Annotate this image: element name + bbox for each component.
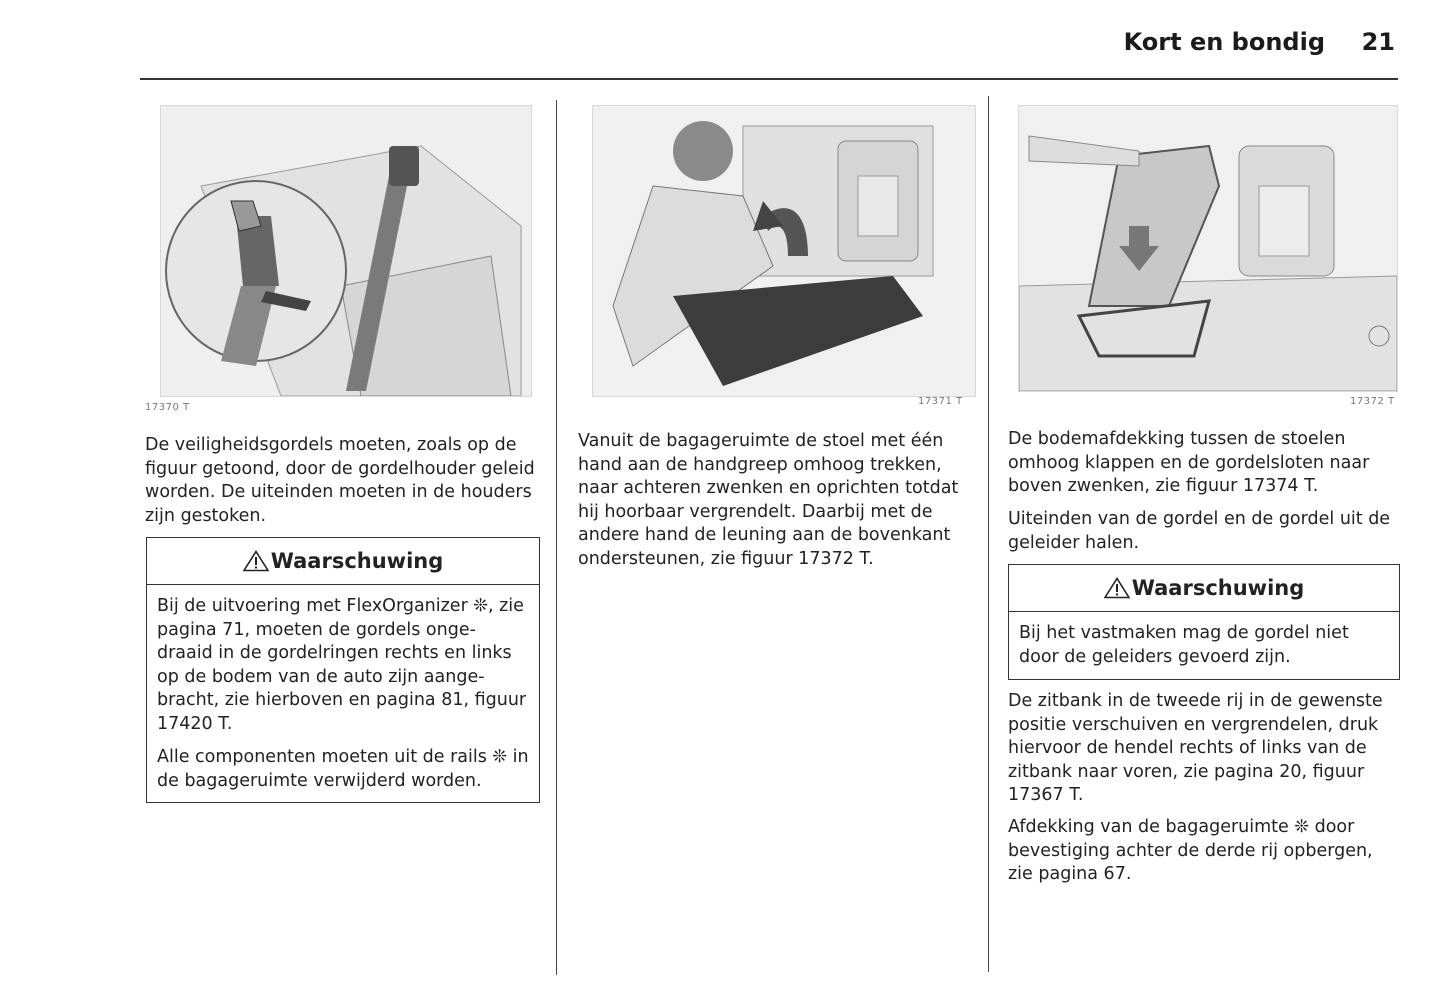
col3-warning-paragraph: Bij het vastmaken mag de gordel niet door de geleiders gevoerd zijn. bbox=[1019, 623, 1349, 667]
seat-fold-illustration bbox=[1019, 106, 1397, 391]
warning-triangle-icon bbox=[1104, 577, 1130, 599]
col3-warning-header bbox=[1009, 565, 1399, 612]
figure-seatbelt-holder bbox=[160, 105, 532, 397]
col1-warning-box bbox=[146, 537, 540, 803]
figure-seat-fold bbox=[1018, 105, 1398, 392]
col2-paragraph: Vanuit de bagageruimte de stoel met één hand aan de handgreep omhoog trekken, naar achteren zwenken en oprichten totdat hij hoorbaar vergrendelt. Daarbij met de andere hand de leuning aan de bovenkant ondersteunen, zie figuur 17372 T. bbox=[578, 431, 959, 569]
col1-warning-title: Waarschuwing bbox=[270, 549, 444, 573]
col1-warning-header bbox=[147, 538, 539, 585]
figure-label-3: 17372 T bbox=[1350, 396, 1395, 407]
col3-warning-box bbox=[1008, 564, 1400, 680]
col1-warning-paragraph-1: Bij de uitvoering met FlexOrganizer ❊, zie pagina 71, moeten de gordels onge-draaid in de gordelringen rechts en links op de bodem van de auto zijn aange-bracht, zie hierboven en pagina 81, figuur 17420 T. bbox=[157, 596, 527, 734]
col3-paragraph-4: Afdekking van de bagageruimte ❊ door bevestiging achter de derde rij opbergen, zie pagina 67. bbox=[1008, 817, 1373, 884]
col3-warning-title: Waarschuwing bbox=[1131, 576, 1305, 600]
page-number: 21 bbox=[1361, 28, 1395, 56]
column-divider-2 bbox=[988, 96, 989, 972]
warning-triangle-icon bbox=[243, 550, 269, 572]
seatbelt-illustration bbox=[161, 106, 531, 396]
figure-seat-lift bbox=[592, 105, 976, 397]
col1-warning-body bbox=[147, 585, 539, 801]
col3-paragraph-2: Uiteinden van de gordel en de gordel uit de geleider halen. bbox=[1008, 509, 1391, 553]
column-divider-1 bbox=[556, 100, 557, 975]
header-rule bbox=[140, 78, 1398, 80]
col3-paragraph-3: De zitbank in de tweede rij in de gewenste positie verschuiven en vergrendelen, druk hiervoor de hendel rechts of links van de zitbank naar voren, zie pagina 20, figuur 17367 T. bbox=[1008, 691, 1383, 805]
seat-lift-illustration bbox=[593, 106, 975, 396]
col1-warning-paragraph-2: Alle componenten moeten uit de rails ❊ in de bagageruimte verwijderd worden. bbox=[157, 747, 529, 791]
page-header-title: Kort en bondig bbox=[1123, 28, 1325, 56]
col3-warning-body bbox=[1009, 612, 1399, 677]
figure-label-2: 17371 T bbox=[918, 396, 963, 407]
col1-paragraph: De veiligheidsgordels moeten, zoals op de figuur getoond, door de gordelhouder geleid worden. De uiteinden moeten in de houders zijn gestoken. bbox=[145, 435, 535, 526]
col3-paragraph-1: De bodemafdekking tussen de stoelen omhoog klappen en de gordelsloten naar boven zwenken, zie figuur 17374 T. bbox=[1008, 429, 1370, 496]
figure-label-1: 17370 T bbox=[145, 402, 190, 413]
